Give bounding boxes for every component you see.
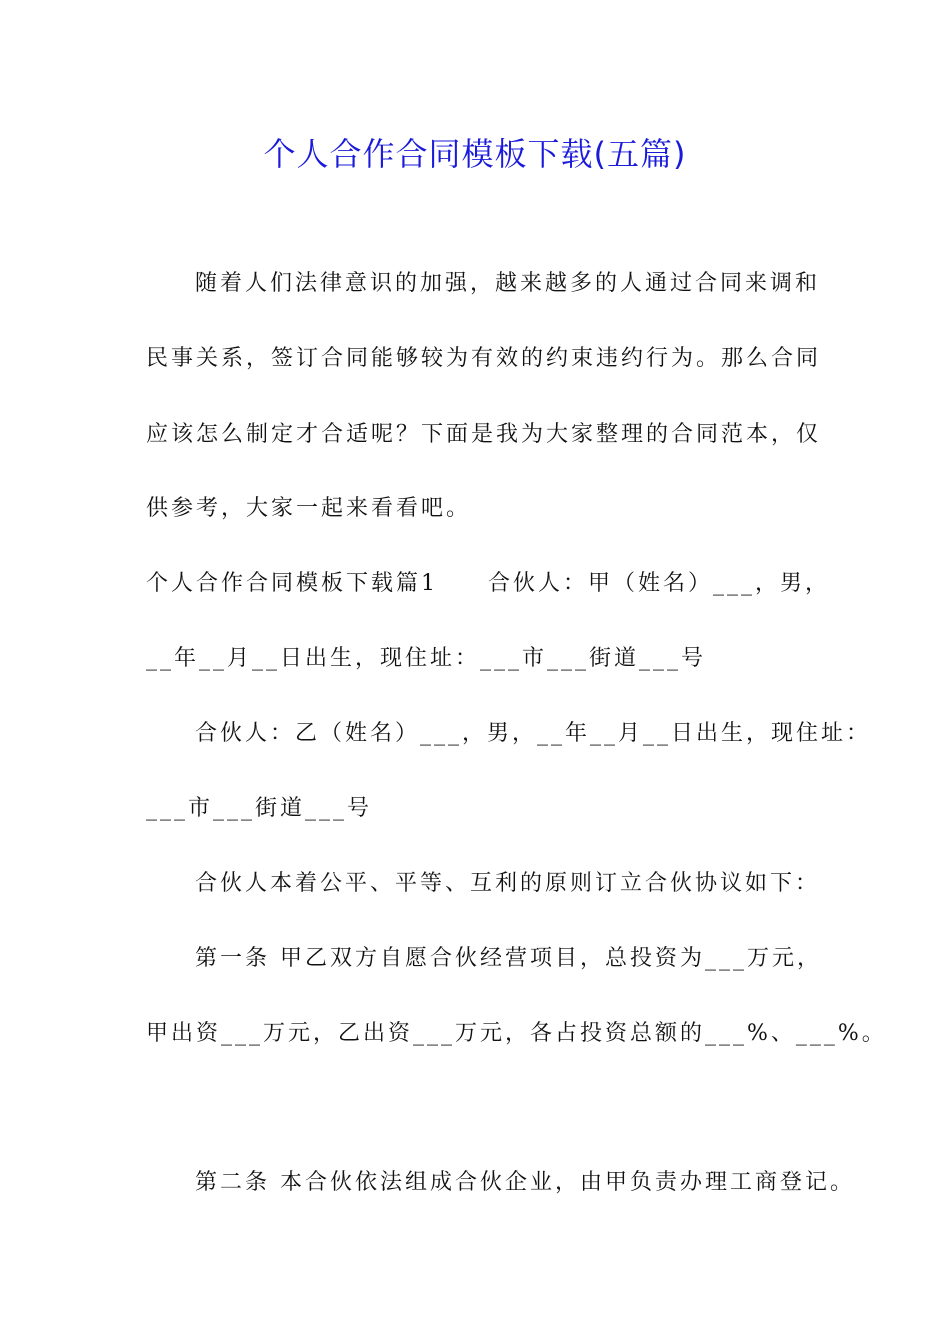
intro-line-2: 民事关系，签订合同能够较为有效的约束违约行为。那么合同 xyxy=(146,346,822,371)
party-b-line-2: ___市___街道___号 xyxy=(146,796,373,821)
article-1-line-1: 第一条 甲乙双方自愿合伙经营项目，总投资为___万元， xyxy=(195,946,822,971)
article-1-line-2: 甲出资___万元，乙出资___万元，各占投资总额的___%、___%。 xyxy=(146,1021,887,1046)
intro-line-4: 供参考，大家一起来看看吧。 xyxy=(146,496,472,521)
intro-line-1: 随着人们法律意识的加强，越来越多的人通过合同来调和 xyxy=(195,271,821,296)
article-2-line: 第二条 本合伙依法组成合伙企业，由甲负责办理工商登记。 xyxy=(195,1170,855,1195)
party-a-line-2: __年__月__日出生，现住址：___市___街道___号 xyxy=(146,646,707,671)
intro-line-3: 应该怎么制定才合适呢？下面是我为大家整理的合同范本，仅 xyxy=(146,422,822,447)
agreement-intro-line: 合伙人本着公平、平等、互利的原则订立合伙协议如下： xyxy=(195,871,821,896)
party-b-line-1: 合伙人：乙（姓名）___，男，__年__月__日出生，现住址： xyxy=(195,721,872,746)
document-title: 个人合作合同模板下载(五篇) xyxy=(263,135,687,173)
section-heading-line: 个人合作合同模板下载篇1 合伙人：甲（姓名）___，男， xyxy=(146,571,830,596)
